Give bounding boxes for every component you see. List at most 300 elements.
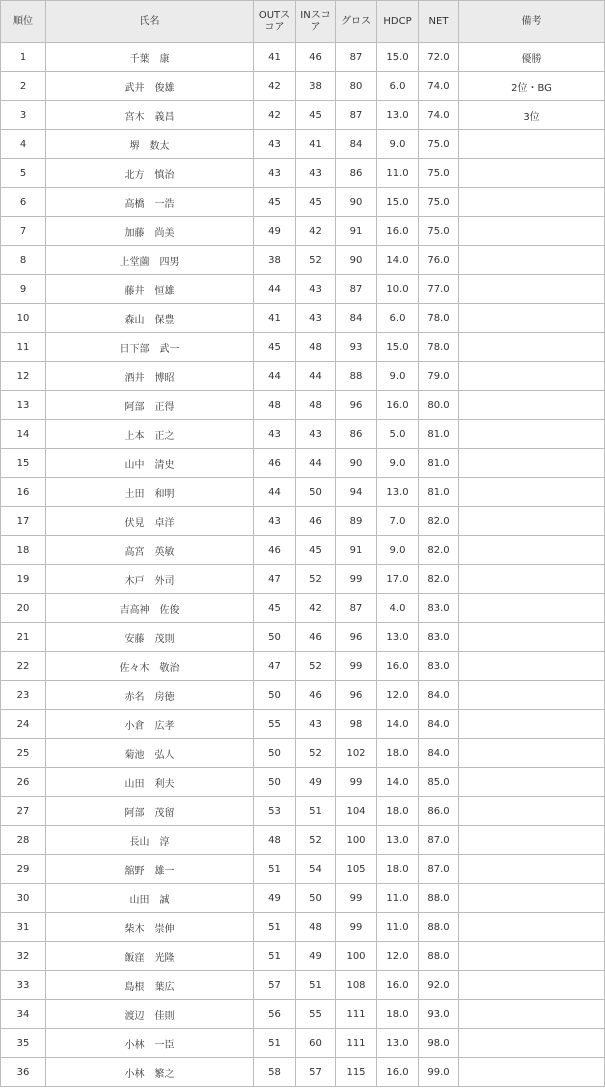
cell-net: 82.0 — [419, 565, 459, 594]
cell-name: 柴木 崇伸 — [46, 913, 254, 942]
table-row — [1, 362, 605, 391]
cell-net: 84.0 — [419, 681, 459, 710]
cell-in-score: 49 — [296, 768, 336, 797]
cell-net: 77.0 — [419, 275, 459, 304]
table-row — [1, 536, 605, 565]
cell-name: 飯窪 光隆 — [46, 942, 254, 971]
cell-rank: 34 — [1, 1000, 46, 1029]
cell-name: 山中 清史 — [46, 449, 254, 478]
cell-hdcp: 11.0 — [377, 913, 419, 942]
cell-out-score: 58 — [254, 1058, 296, 1087]
table-row — [1, 1000, 605, 1029]
cell-name: 千葉 康 — [46, 43, 254, 72]
cell-net: 83.0 — [419, 623, 459, 652]
cell-note — [459, 333, 605, 362]
table-body — [1, 43, 605, 1087]
cell-gross: 80 — [336, 72, 377, 101]
cell-rank: 21 — [1, 623, 46, 652]
table-row — [1, 797, 605, 826]
cell-in-score: 44 — [296, 449, 336, 478]
table-row — [1, 246, 605, 275]
cell-rank: 15 — [1, 449, 46, 478]
cell-in-score: 41 — [296, 130, 336, 159]
table-row — [1, 217, 605, 246]
cell-gross: 115 — [336, 1058, 377, 1087]
table-row — [1, 652, 605, 681]
cell-out-score: 48 — [254, 826, 296, 855]
cell-hdcp: 9.0 — [377, 449, 419, 478]
cell-rank: 11 — [1, 333, 46, 362]
table-row — [1, 449, 605, 478]
cell-in-score: 46 — [296, 43, 336, 72]
cell-in-score: 52 — [296, 246, 336, 275]
table-row — [1, 594, 605, 623]
cell-in-score: 42 — [296, 594, 336, 623]
cell-hdcp: 16.0 — [377, 971, 419, 1000]
cell-name: 小倉 広孝 — [46, 710, 254, 739]
cell-rank: 18 — [1, 536, 46, 565]
cell-net: 86.0 — [419, 797, 459, 826]
cell-net: 82.0 — [419, 507, 459, 536]
cell-note — [459, 855, 605, 884]
cell-note — [459, 304, 605, 333]
cell-in-score: 54 — [296, 855, 336, 884]
cell-name: 佐々木 敬治 — [46, 652, 254, 681]
cell-gross: 99 — [336, 768, 377, 797]
cell-in-score: 43 — [296, 420, 336, 449]
cell-hdcp: 14.0 — [377, 710, 419, 739]
cell-note — [459, 478, 605, 507]
cell-rank: 24 — [1, 710, 46, 739]
cell-out-score: 43 — [254, 420, 296, 449]
cell-gross: 84 — [336, 304, 377, 333]
cell-hdcp: 18.0 — [377, 855, 419, 884]
cell-name: 小林 一臣 — [46, 1029, 254, 1058]
cell-note: 3位 — [459, 101, 605, 130]
header-out-score: OUTスコア — [254, 1, 296, 43]
cell-gross: 93 — [336, 333, 377, 362]
cell-out-score: 50 — [254, 768, 296, 797]
cell-in-score: 52 — [296, 826, 336, 855]
cell-rank: 22 — [1, 652, 46, 681]
cell-name: 菊池 弘人 — [46, 739, 254, 768]
cell-net: 72.0 — [419, 43, 459, 72]
cell-net: 87.0 — [419, 855, 459, 884]
cell-net: 84.0 — [419, 739, 459, 768]
cell-gross: 91 — [336, 217, 377, 246]
cell-net: 78.0 — [419, 304, 459, 333]
cell-hdcp: 4.0 — [377, 594, 419, 623]
cell-note — [459, 449, 605, 478]
table-row — [1, 1058, 605, 1087]
cell-note — [459, 913, 605, 942]
cell-note — [459, 942, 605, 971]
cell-in-score: 45 — [296, 188, 336, 217]
cell-name: 高宮 英敏 — [46, 536, 254, 565]
cell-note — [459, 1029, 605, 1058]
cell-in-score: 43 — [296, 275, 336, 304]
cell-net: 98.0 — [419, 1029, 459, 1058]
table-row — [1, 304, 605, 333]
cell-name: 長山 淳 — [46, 826, 254, 855]
cell-gross: 98 — [336, 710, 377, 739]
cell-note — [459, 362, 605, 391]
cell-net: 75.0 — [419, 217, 459, 246]
table-row — [1, 391, 605, 420]
cell-gross: 90 — [336, 246, 377, 275]
cell-name: 宮木 義昌 — [46, 101, 254, 130]
cell-rank: 29 — [1, 855, 46, 884]
cell-net: 85.0 — [419, 768, 459, 797]
cell-out-score: 50 — [254, 681, 296, 710]
cell-net: 81.0 — [419, 449, 459, 478]
cell-net: 82.0 — [419, 536, 459, 565]
cell-rank: 33 — [1, 971, 46, 1000]
cell-in-score: 48 — [296, 333, 336, 362]
cell-gross: 86 — [336, 159, 377, 188]
cell-out-score: 43 — [254, 507, 296, 536]
cell-note — [459, 1058, 605, 1087]
cell-rank: 13 — [1, 391, 46, 420]
cell-net: 88.0 — [419, 942, 459, 971]
cell-note — [459, 884, 605, 913]
cell-out-score: 44 — [254, 275, 296, 304]
table-row — [1, 507, 605, 536]
cell-note — [459, 188, 605, 217]
cell-note — [459, 246, 605, 275]
cell-net: 92.0 — [419, 971, 459, 1000]
cell-name: 堺 数太 — [46, 130, 254, 159]
cell-note — [459, 623, 605, 652]
cell-hdcp: 16.0 — [377, 217, 419, 246]
header-gross: グロス — [336, 1, 377, 43]
table-row — [1, 913, 605, 942]
table-row — [1, 275, 605, 304]
cell-rank: 12 — [1, 362, 46, 391]
cell-name: 渡辺 佳則 — [46, 1000, 254, 1029]
cell-name: 阿部 茂留 — [46, 797, 254, 826]
cell-name: 酒井 博昭 — [46, 362, 254, 391]
cell-out-score: 53 — [254, 797, 296, 826]
cell-note — [459, 768, 605, 797]
cell-name: 日下部 武一 — [46, 333, 254, 362]
cell-in-score: 50 — [296, 478, 336, 507]
cell-note — [459, 507, 605, 536]
cell-out-score: 51 — [254, 942, 296, 971]
cell-in-score: 46 — [296, 681, 336, 710]
cell-in-score: 51 — [296, 971, 336, 1000]
cell-name: 北方 慎治 — [46, 159, 254, 188]
table-row — [1, 1029, 605, 1058]
cell-gross: 87 — [336, 275, 377, 304]
cell-in-score: 38 — [296, 72, 336, 101]
cell-rank: 3 — [1, 101, 46, 130]
cell-note: 2位・BG — [459, 72, 605, 101]
cell-out-score: 42 — [254, 72, 296, 101]
cell-rank: 25 — [1, 739, 46, 768]
cell-rank: 26 — [1, 768, 46, 797]
header-in-score: INスコア — [296, 1, 336, 43]
cell-gross: 111 — [336, 1000, 377, 1029]
table-row — [1, 420, 605, 449]
table-row — [1, 101, 605, 130]
cell-hdcp: 18.0 — [377, 797, 419, 826]
cell-net: 83.0 — [419, 652, 459, 681]
table-row — [1, 826, 605, 855]
cell-name: 吉高神 佐俊 — [46, 594, 254, 623]
table-row — [1, 188, 605, 217]
table-row — [1, 130, 605, 159]
table-row — [1, 478, 605, 507]
cell-name: 伏見 卓洋 — [46, 507, 254, 536]
cell-note — [459, 710, 605, 739]
cell-in-score: 44 — [296, 362, 336, 391]
cell-gross: 100 — [336, 826, 377, 855]
cell-net: 83.0 — [419, 594, 459, 623]
table-row — [1, 855, 605, 884]
cell-note — [459, 536, 605, 565]
cell-name: 安藤 茂則 — [46, 623, 254, 652]
cell-hdcp: 16.0 — [377, 1058, 419, 1087]
cell-hdcp: 5.0 — [377, 420, 419, 449]
cell-hdcp: 9.0 — [377, 130, 419, 159]
cell-out-score: 44 — [254, 478, 296, 507]
cell-net: 75.0 — [419, 130, 459, 159]
cell-rank: 23 — [1, 681, 46, 710]
table-row — [1, 710, 605, 739]
cell-hdcp: 14.0 — [377, 246, 419, 275]
table-row — [1, 681, 605, 710]
cell-in-score: 52 — [296, 652, 336, 681]
cell-gross: 86 — [336, 420, 377, 449]
cell-out-score: 50 — [254, 623, 296, 652]
cell-out-score: 38 — [254, 246, 296, 275]
cell-net: 80.0 — [419, 391, 459, 420]
cell-in-score: 48 — [296, 913, 336, 942]
cell-gross: 90 — [336, 449, 377, 478]
cell-hdcp: 9.0 — [377, 362, 419, 391]
cell-in-score: 45 — [296, 536, 336, 565]
header-note: 備考 — [459, 1, 605, 43]
cell-in-score: 51 — [296, 797, 336, 826]
cell-net: 88.0 — [419, 884, 459, 913]
cell-name: 藤井 恒雄 — [46, 275, 254, 304]
cell-name: 木戸 外司 — [46, 565, 254, 594]
cell-out-score: 48 — [254, 391, 296, 420]
cell-net: 93.0 — [419, 1000, 459, 1029]
cell-note — [459, 217, 605, 246]
cell-out-score: 43 — [254, 130, 296, 159]
cell-rank: 28 — [1, 826, 46, 855]
cell-hdcp: 13.0 — [377, 826, 419, 855]
cell-hdcp: 13.0 — [377, 478, 419, 507]
cell-in-score: 43 — [296, 159, 336, 188]
cell-gross: 84 — [336, 130, 377, 159]
cell-net: 81.0 — [419, 420, 459, 449]
table-row — [1, 623, 605, 652]
cell-gross: 94 — [336, 478, 377, 507]
cell-note — [459, 681, 605, 710]
table-row — [1, 159, 605, 188]
cell-net: 75.0 — [419, 159, 459, 188]
cell-name: 上本 正之 — [46, 420, 254, 449]
table-row — [1, 72, 605, 101]
cell-note — [459, 420, 605, 449]
cell-out-score: 57 — [254, 971, 296, 1000]
cell-out-score: 51 — [254, 1029, 296, 1058]
cell-in-score: 50 — [296, 884, 336, 913]
cell-gross: 99 — [336, 913, 377, 942]
cell-net: 78.0 — [419, 333, 459, 362]
table-row — [1, 333, 605, 362]
cell-out-score: 46 — [254, 536, 296, 565]
cell-out-score: 45 — [254, 333, 296, 362]
cell-gross: 96 — [336, 623, 377, 652]
cell-name: 加藤 尚美 — [46, 217, 254, 246]
cell-note — [459, 971, 605, 1000]
table-row — [1, 739, 605, 768]
cell-gross: 108 — [336, 971, 377, 1000]
cell-hdcp: 14.0 — [377, 768, 419, 797]
cell-rank: 32 — [1, 942, 46, 971]
cell-hdcp: 12.0 — [377, 681, 419, 710]
cell-name: 土田 和明 — [46, 478, 254, 507]
table-row — [1, 565, 605, 594]
cell-hdcp: 18.0 — [377, 739, 419, 768]
cell-gross: 87 — [336, 101, 377, 130]
cell-net: 74.0 — [419, 101, 459, 130]
cell-in-score: 48 — [296, 391, 336, 420]
cell-in-score: 52 — [296, 565, 336, 594]
cell-name: 阿部 正得 — [46, 391, 254, 420]
table-row — [1, 942, 605, 971]
cell-hdcp: 15.0 — [377, 333, 419, 362]
cell-note: 優勝 — [459, 43, 605, 72]
cell-out-score: 43 — [254, 159, 296, 188]
cell-note — [459, 130, 605, 159]
cell-net: 76.0 — [419, 246, 459, 275]
cell-gross: 91 — [336, 536, 377, 565]
cell-rank: 10 — [1, 304, 46, 333]
cell-hdcp: 18.0 — [377, 1000, 419, 1029]
cell-gross: 105 — [336, 855, 377, 884]
cell-name: 森山 保豊 — [46, 304, 254, 333]
cell-out-score: 55 — [254, 710, 296, 739]
cell-gross: 99 — [336, 884, 377, 913]
cell-gross: 96 — [336, 391, 377, 420]
cell-out-score: 51 — [254, 913, 296, 942]
cell-out-score: 49 — [254, 217, 296, 246]
cell-in-score: 43 — [296, 710, 336, 739]
cell-name: 山田 利夫 — [46, 768, 254, 797]
cell-net: 99.0 — [419, 1058, 459, 1087]
cell-rank: 35 — [1, 1029, 46, 1058]
cell-rank: 17 — [1, 507, 46, 536]
cell-hdcp: 15.0 — [377, 43, 419, 72]
cell-note — [459, 826, 605, 855]
cell-out-score: 41 — [254, 304, 296, 333]
cell-rank: 16 — [1, 478, 46, 507]
cell-gross: 89 — [336, 507, 377, 536]
cell-hdcp: 11.0 — [377, 884, 419, 913]
cell-rank: 1 — [1, 43, 46, 72]
header-row — [1, 1, 605, 43]
cell-name: 小林 繁之 — [46, 1058, 254, 1087]
cell-rank: 6 — [1, 188, 46, 217]
table-row — [1, 43, 605, 72]
header-net: NET — [419, 1, 459, 43]
cell-net: 87.0 — [419, 826, 459, 855]
cell-rank: 7 — [1, 217, 46, 246]
cell-out-score: 46 — [254, 449, 296, 478]
cell-out-score: 47 — [254, 652, 296, 681]
table-row — [1, 884, 605, 913]
cell-gross: 111 — [336, 1029, 377, 1058]
cell-note — [459, 1000, 605, 1029]
cell-note — [459, 652, 605, 681]
cell-name: 赤名 房徳 — [46, 681, 254, 710]
cell-gross: 96 — [336, 681, 377, 710]
cell-note — [459, 565, 605, 594]
cell-out-score: 42 — [254, 101, 296, 130]
cell-in-score: 49 — [296, 942, 336, 971]
cell-out-score: 45 — [254, 594, 296, 623]
cell-hdcp: 7.0 — [377, 507, 419, 536]
cell-gross: 90 — [336, 188, 377, 217]
cell-net: 75.0 — [419, 188, 459, 217]
cell-hdcp: 13.0 — [377, 623, 419, 652]
cell-rank: 19 — [1, 565, 46, 594]
header-rank: 順位 — [1, 1, 46, 43]
cell-in-score: 45 — [296, 101, 336, 130]
cell-gross: 88 — [336, 362, 377, 391]
cell-rank: 30 — [1, 884, 46, 913]
cell-hdcp: 16.0 — [377, 391, 419, 420]
cell-hdcp: 15.0 — [377, 188, 419, 217]
cell-net: 79.0 — [419, 362, 459, 391]
cell-in-score: 55 — [296, 1000, 336, 1029]
table-row — [1, 971, 605, 1000]
header-hdcp: HDCP — [377, 1, 419, 43]
cell-gross: 99 — [336, 652, 377, 681]
cell-hdcp: 11.0 — [377, 159, 419, 188]
cell-name: 舘野 雄一 — [46, 855, 254, 884]
cell-hdcp: 12.0 — [377, 942, 419, 971]
cell-gross: 100 — [336, 942, 377, 971]
cell-hdcp: 16.0 — [377, 652, 419, 681]
cell-in-score: 46 — [296, 623, 336, 652]
cell-out-score: 44 — [254, 362, 296, 391]
cell-note — [459, 391, 605, 420]
cell-hdcp: 6.0 — [377, 72, 419, 101]
cell-in-score: 52 — [296, 739, 336, 768]
cell-out-score: 45 — [254, 188, 296, 217]
cell-rank: 4 — [1, 130, 46, 159]
cell-note — [459, 594, 605, 623]
cell-rank: 9 — [1, 275, 46, 304]
cell-rank: 36 — [1, 1058, 46, 1087]
cell-net: 84.0 — [419, 710, 459, 739]
cell-rank: 5 — [1, 159, 46, 188]
cell-in-score: 60 — [296, 1029, 336, 1058]
cell-name: 島根 葉広 — [46, 971, 254, 1000]
cell-out-score: 51 — [254, 855, 296, 884]
cell-name: 上堂薗 四男 — [46, 246, 254, 275]
cell-hdcp: 6.0 — [377, 304, 419, 333]
cell-hdcp: 13.0 — [377, 1029, 419, 1058]
table-header — [1, 1, 605, 43]
cell-gross: 87 — [336, 594, 377, 623]
